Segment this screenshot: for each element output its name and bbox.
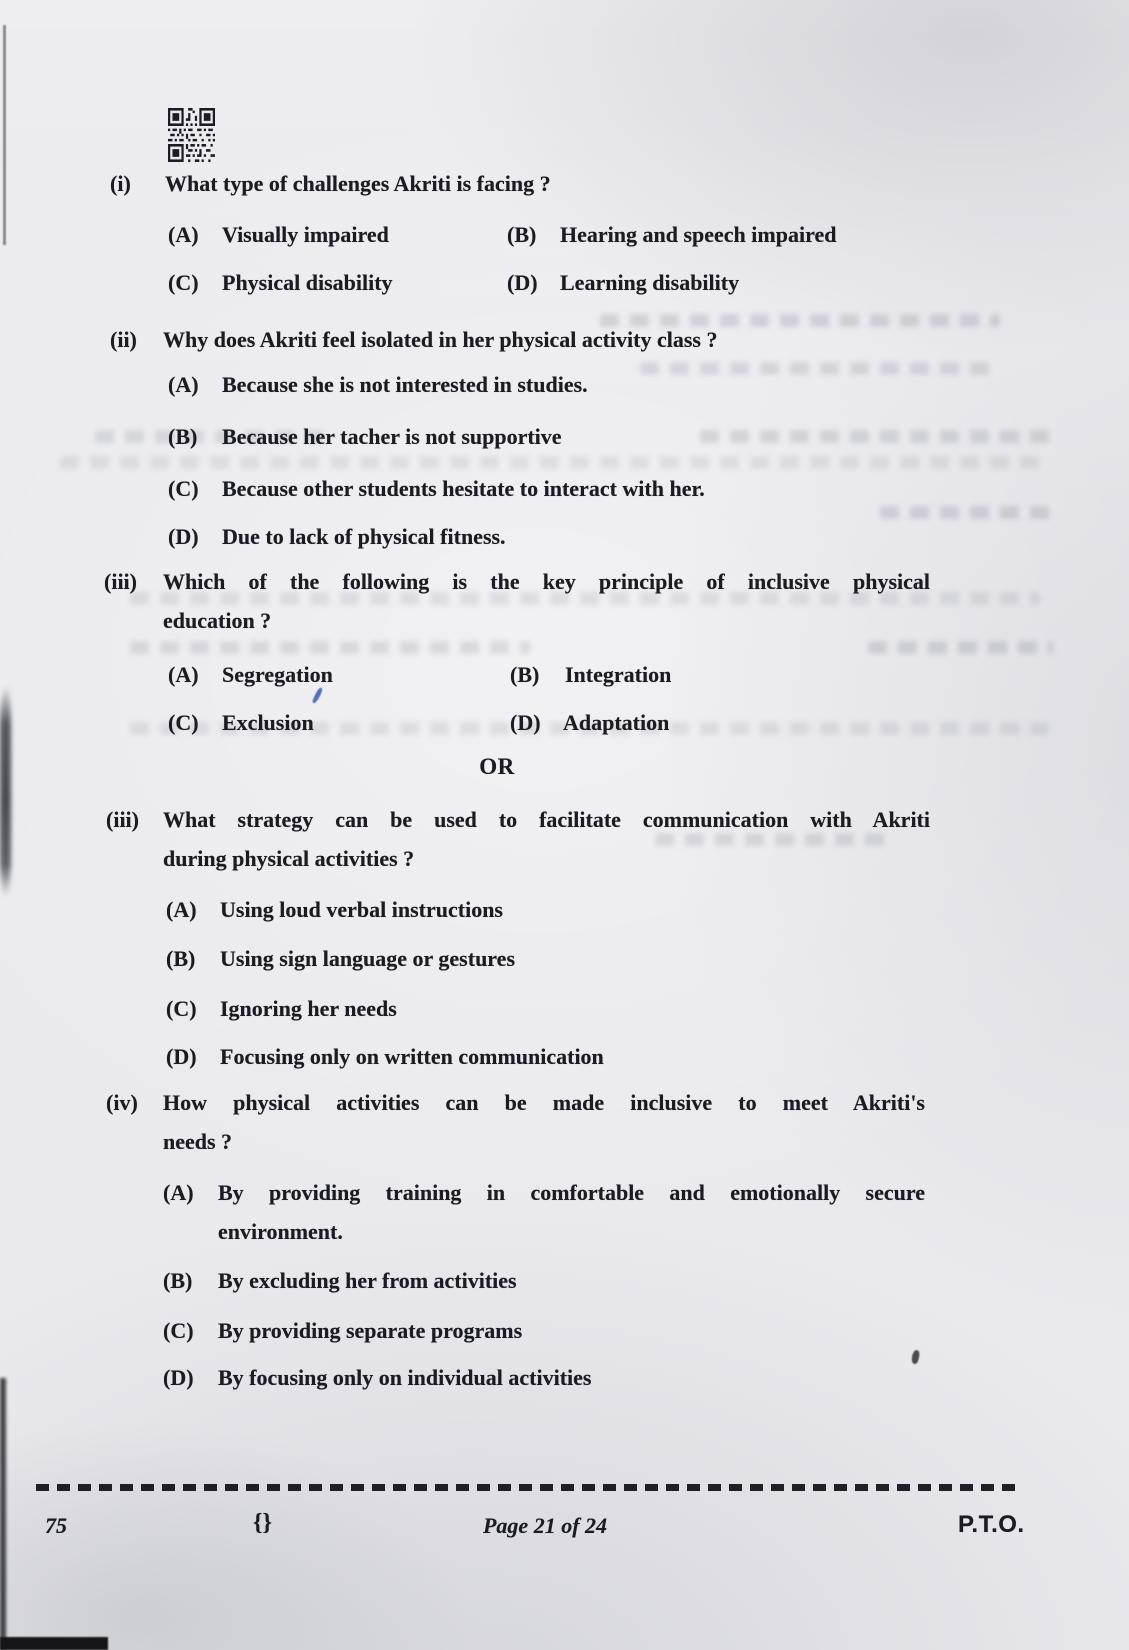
question-text [163,1083,925,1161]
option-label: (D) [166,1044,197,1069]
bleedthrough-artifact [700,430,1050,443]
bleedthrough-artifact [130,641,530,654]
option-text: By excluding her from activities [218,1268,517,1293]
option-label: (C) [163,1318,194,1343]
bleedthrough-artifact [640,362,990,375]
scan-edge-strip-bottom-left [0,1378,6,1650]
option-label: (D) [510,710,541,735]
option-label: (A) [163,1180,194,1205]
option-text: By providing separate programs [218,1318,523,1343]
bleedthrough-artifact [60,456,1050,469]
question-number: (iii) [104,569,137,594]
scan-corner-bar-bottom-left [0,1637,108,1650]
option-text: Due to lack of physical fitness. [222,524,506,549]
option-label: (C) [166,996,197,1021]
question-line: education ? [163,608,272,633]
question-text: Why does Akriti feel isolated in her physical activity class ? [163,327,718,352]
option-text: Using sign language or gestures [220,946,516,971]
option-label: (A) [168,372,199,397]
option-label: (C) [168,476,199,501]
footer-paper-code: 75 [45,1513,67,1538]
pen-mark-blue [312,687,323,705]
scan-edge-smudge-left [0,685,11,897]
question-number: (iv) [106,1090,138,1115]
question-line: Which of the following is the key principle of inclusive physical [163,569,930,594]
ink-blot [910,1349,920,1364]
question-text: What type of challenges Akriti is facing ? [165,171,551,196]
option-text: Segregation [222,662,333,687]
option-text: Because her tacher is not supportive [222,424,562,449]
option-text: By focusing only on individual activities [218,1365,592,1390]
or-divider: OR [479,754,515,779]
option-text: Using loud verbal instructions [220,897,503,922]
question-line: during physical activities ? [163,846,415,871]
option-label: (C) [168,710,199,735]
footer-pto: P.T.O. [958,1511,1025,1538]
question-text [163,800,930,878]
option-label: (C) [168,270,199,295]
option-label: (B) [166,946,196,971]
option-label: (A) [168,222,199,247]
option-line: environment. [218,1219,343,1244]
question-line: needs ? [163,1129,233,1154]
option-text: Adaptation [563,710,670,735]
option-label: (B) [168,424,198,449]
question-number: (ii) [110,327,137,352]
option-text: Because other students hesitate to interact with her. [222,476,705,501]
question-line: What strategy can be used to facilitate communication with Akriti [163,807,930,832]
option-text: Physical disability [222,270,393,295]
question-number: (iii) [106,807,139,832]
bleedthrough-artifact [880,506,1055,519]
question-number: (i) [110,171,131,196]
option-text: Because she is not interested in studies. [222,372,588,397]
option-label: (A) [166,897,197,922]
scan-edge-line-top-left [3,25,6,245]
option-label: (A) [168,662,199,687]
option-text: Exclusion [222,710,314,735]
option-label: (B) [163,1268,193,1293]
option-text: Integration [565,662,672,687]
bleedthrough-artifact [868,641,1053,654]
option-label: (B) [510,662,540,687]
qr-code-icon [168,108,215,162]
qr-code-glyph [168,108,215,162]
option-text [218,1173,925,1251]
option-label: (D) [507,270,538,295]
question-text [163,562,930,640]
option-text: Focusing only on written communication [220,1044,604,1069]
footer-brace: {} [253,1510,272,1536]
option-label: (B) [507,222,537,247]
option-line: By providing training in comfortable and emotionally secure [218,1180,925,1205]
question-line: How physical activities can be made inclusive to meet Akriti's [163,1090,925,1115]
option-label: (D) [163,1365,194,1390]
option-text: Hearing and speech impaired [560,222,837,247]
option-text: Visually impaired [222,222,389,247]
footer-page-indicator: Page 21 of 24 [482,1513,608,1538]
footer-dashed-divider [36,1484,1018,1491]
option-text: Learning disability [560,270,740,295]
option-text: Ignoring her needs [220,996,397,1021]
option-label: (D) [168,524,199,549]
